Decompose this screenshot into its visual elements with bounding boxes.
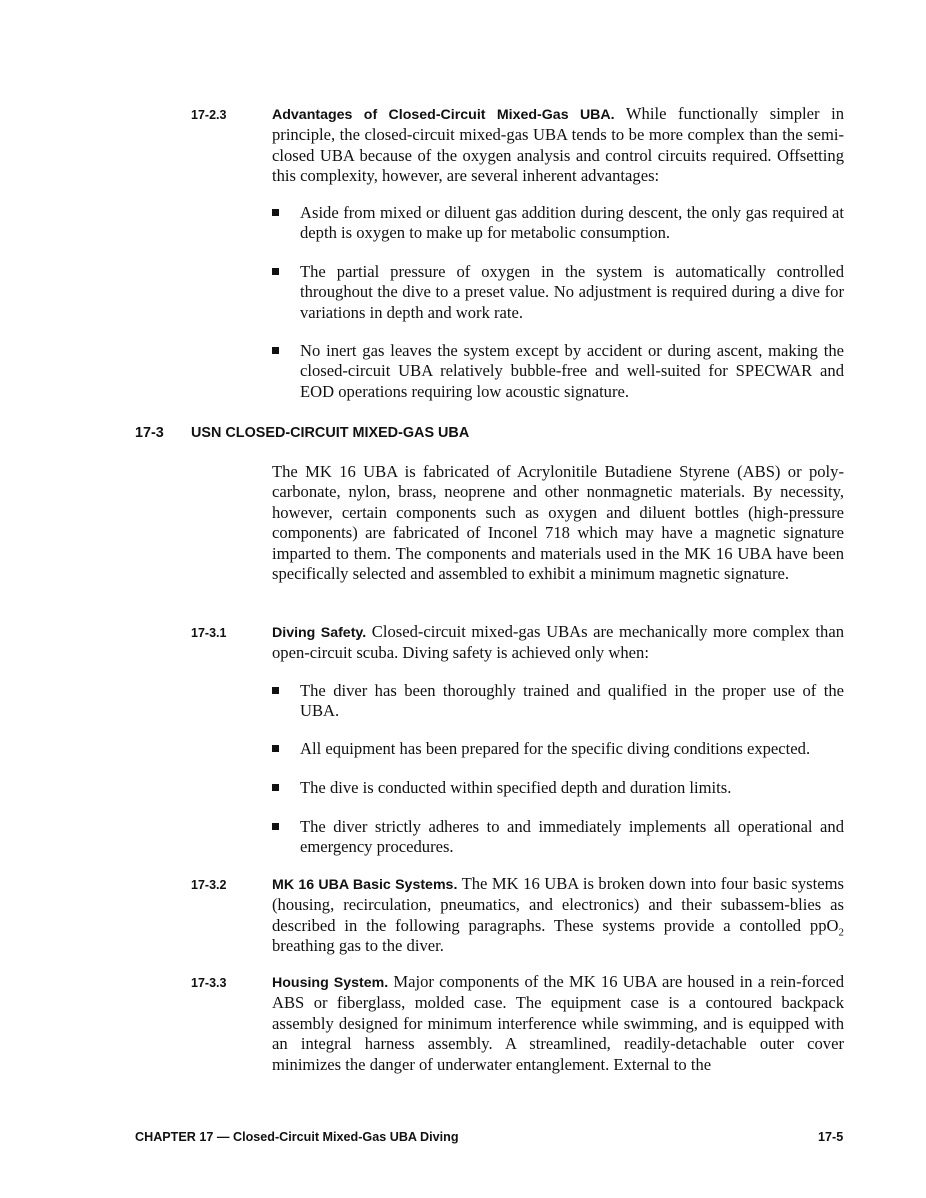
page-number: 17-5 xyxy=(818,1130,844,1144)
ppo2-text: ppO$_2$ breathing gas to the diver. xyxy=(272,915,844,956)
list-item: No inert gas leaves the system except by accident or during ascent, making the closed-circuit UBA relatively bubble-free and well-suited for SPECWAR and EOD operations requiring low acoustic signature. xyxy=(300,341,844,401)
paragraph-17-3-3 xyxy=(272,972,844,1075)
paragraph-text: While functionally simpler in principle, the closed-circuit mixed-gas UBA tends to be more complex than the semi-closed UBA because of the oxygen analysis and control circuits required. Offsetting this complexity, however, are several inherent advantages: xyxy=(272,104,844,186)
paragraph-17-3: The MK 16 UBA is fabricated of Acrylonitile Butadiene Styrene (ABS) or poly-carbonate, nylon, brass, neoprene and other nonmagnetic materials. By necessity, however, certain components such as oxygen and diluent bottles (high-pressure components) are fabricated of Inconel 718 which may have a magnetic signature imparted to them. The components and materials used in the MK 16 UBA have been specifically selected and assembled to exhibit a minimum magnetic signature. xyxy=(272,462,844,584)
list-item: The partial pressure of oxygen in the system is automatically controlled throughout the dive to a preset value. No adjustment is required during a dive for variations in depth and work rate. xyxy=(300,262,844,322)
section-heading: Advantages of Closed-Circuit Mixed-Gas UBA. xyxy=(272,107,615,123)
paragraph-17-3-1 xyxy=(272,622,844,664)
section-number: 17-3.3 xyxy=(191,976,227,990)
bullet-icon xyxy=(272,347,279,354)
list-item: Aside from mixed or diluent gas addition during descent, the only gas required at depth is oxygen to make up for metabolic consumption. xyxy=(300,203,844,243)
section-title: USN CLOSED-CIRCUIT MIXED-GAS UBA xyxy=(191,425,470,441)
section-number: 17-3.2 xyxy=(191,878,227,892)
section-heading: Housing System. xyxy=(272,975,389,991)
list-item: The diver has been thoroughly trained and qualified in the proper use of the UBA. xyxy=(300,681,844,721)
section-number: 17-2.3 xyxy=(191,108,227,122)
section-number: 17-3.1 xyxy=(191,626,227,640)
bullet-icon xyxy=(272,268,279,275)
footer-chapter-title: CHAPTER 17 — Closed-Circuit Mixed-Gas UBA Diving xyxy=(135,1130,459,1144)
list-item: The dive is conducted within specified depth and duration limits. xyxy=(300,778,732,797)
bullet-icon xyxy=(272,823,279,830)
section-number: 17-3 xyxy=(135,425,164,441)
bullet-icon xyxy=(272,745,279,752)
paragraph-text: Closed-circuit mixed-gas UBAs are mechanically more complex than open-circuit scuba. Diving safety is achieved only when: xyxy=(272,622,845,663)
bullet-icon xyxy=(272,687,279,694)
list-item: All equipment has been prepared for the specific diving conditions expected. xyxy=(300,739,811,758)
section-heading: Diving Safety. xyxy=(272,625,367,641)
paragraph-text: The MK 16 UBA is broken down into four basic systems (housing, recirculation, pneumatics, and electronics) and their subassem-blies as described in the following paragraphs. These systems provide a contolled xyxy=(272,874,844,935)
paragraph-17-2-3 xyxy=(272,104,844,187)
bullet-icon xyxy=(272,784,279,791)
bullet-icon xyxy=(272,209,279,216)
paragraph-17-3-2 xyxy=(272,874,844,957)
list-item: The diver strictly adheres to and immediately implements all operational and emergency procedures. xyxy=(300,817,844,857)
section-heading: MK 16 UBA Basic Systems. xyxy=(272,877,458,893)
paragraph-text: Major components of the MK 16 UBA are housed in a rein-forced ABS or fiberglass, molded case. The equipment case is a contoured backpack assembly designed for minimum interference while swimming, and is equipped with an integral harness assembly. A streamlined, readily-detachable outer cover minimizes the danger of underwater entanglement. External to the xyxy=(272,972,844,1074)
